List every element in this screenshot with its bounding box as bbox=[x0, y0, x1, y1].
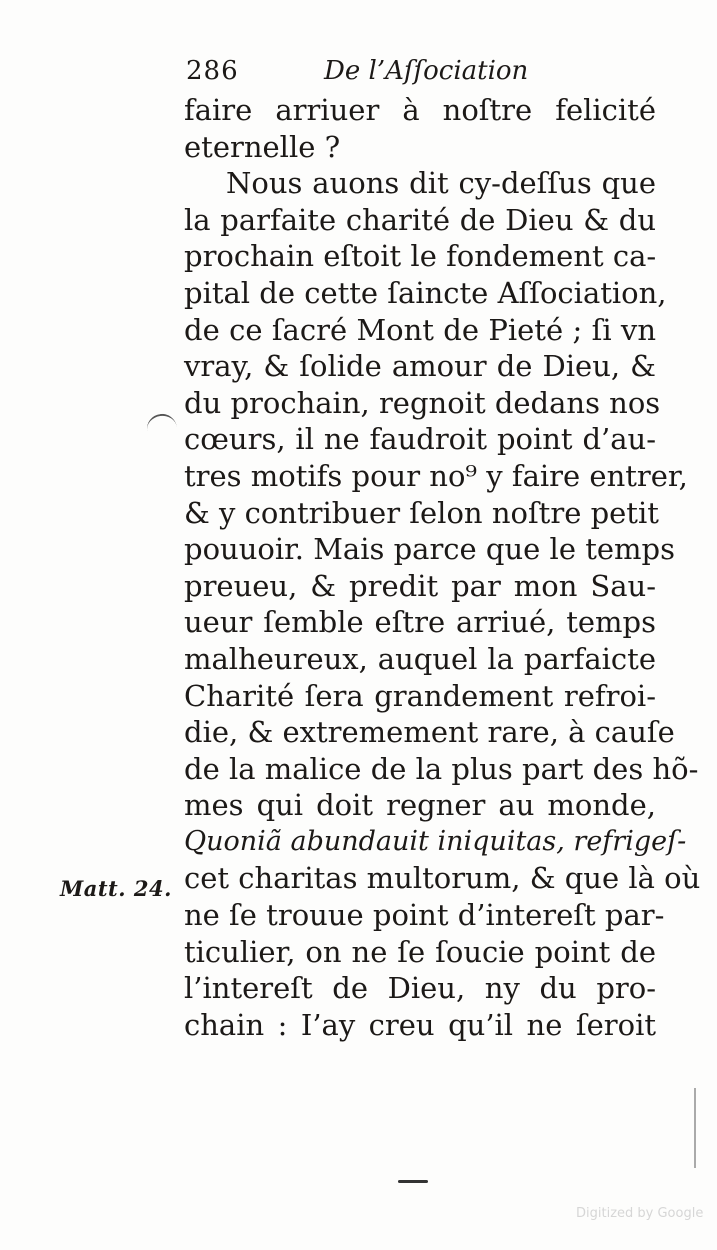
text-line: chain : I’ay creu qu’il ne ſeroit bbox=[184, 1007, 656, 1042]
text-line: & y contribuer ſelon noſtre petit bbox=[184, 495, 659, 530]
digitization-watermark: Digitized by Google bbox=[576, 1206, 704, 1221]
text-line: die, & extremement rare, à cauſe bbox=[184, 715, 675, 750]
text-line: Charité ſera grandement refroi- bbox=[184, 678, 656, 713]
text-line: Nous auons dit cy-deſſus que bbox=[226, 166, 656, 201]
text-line: preueu, & predit par mon Sau- bbox=[184, 568, 656, 603]
text-line: cet charitas multorum, & que là où bbox=[184, 861, 701, 896]
text-line: malheureux, auquel la parfaicte bbox=[184, 641, 656, 676]
running-header bbox=[186, 52, 656, 90]
text-line: cœurs, il ne faudroit point d’au- bbox=[184, 422, 656, 457]
text-line: pouuoir. Mais parce que le temps bbox=[184, 532, 675, 567]
text-line: de la malice de la plus part des hõ- bbox=[184, 751, 699, 786]
margin-bracket-mark bbox=[145, 412, 177, 432]
text-line: prochain eſtoit le fondement ca- bbox=[184, 239, 657, 274]
text-line: du prochain, regnoit dedans nos bbox=[184, 385, 661, 420]
margin-note-scripture-reference: Matt. 24. bbox=[60, 876, 172, 901]
ink-stroke-mark bbox=[398, 1180, 428, 1183]
text-line: ne ſe trouue point d’intereſt par- bbox=[184, 898, 665, 933]
page-number: 286 bbox=[186, 56, 239, 86]
page-edge-line bbox=[694, 1088, 696, 1168]
text-line: ticulier, on ne ſe ſoucie point de bbox=[184, 934, 656, 969]
text-line: vray, & ſolide amour de Dieu, & bbox=[184, 349, 656, 384]
text-line: de ce ſacré Mont de Pieté ; ſi vn bbox=[184, 312, 656, 347]
text-line: tres motifs pour no⁹ y faire entrer, bbox=[184, 458, 688, 493]
text-line: la parfaite charité de Dieu & du bbox=[184, 202, 656, 237]
text-line: pital de cette ſaincte Aſſociation, bbox=[184, 275, 667, 310]
text-line: mes qui doit regner au monde, bbox=[184, 788, 656, 823]
running-title: De l’Aſſociation bbox=[324, 56, 529, 86]
body-text bbox=[184, 92, 701, 1043]
latin-quotation-line: Quoniã abundauit iniquitas, refrigeſ- bbox=[184, 825, 687, 857]
text-line: l’intereſt de Dieu, ny du pro- bbox=[184, 971, 656, 1006]
text-line: eternelle ? bbox=[184, 129, 341, 164]
text-line: ueur ſemble eſtre arriué, temps bbox=[184, 605, 656, 640]
text-line: faire arriuer à noſtre felicité bbox=[184, 93, 656, 127]
